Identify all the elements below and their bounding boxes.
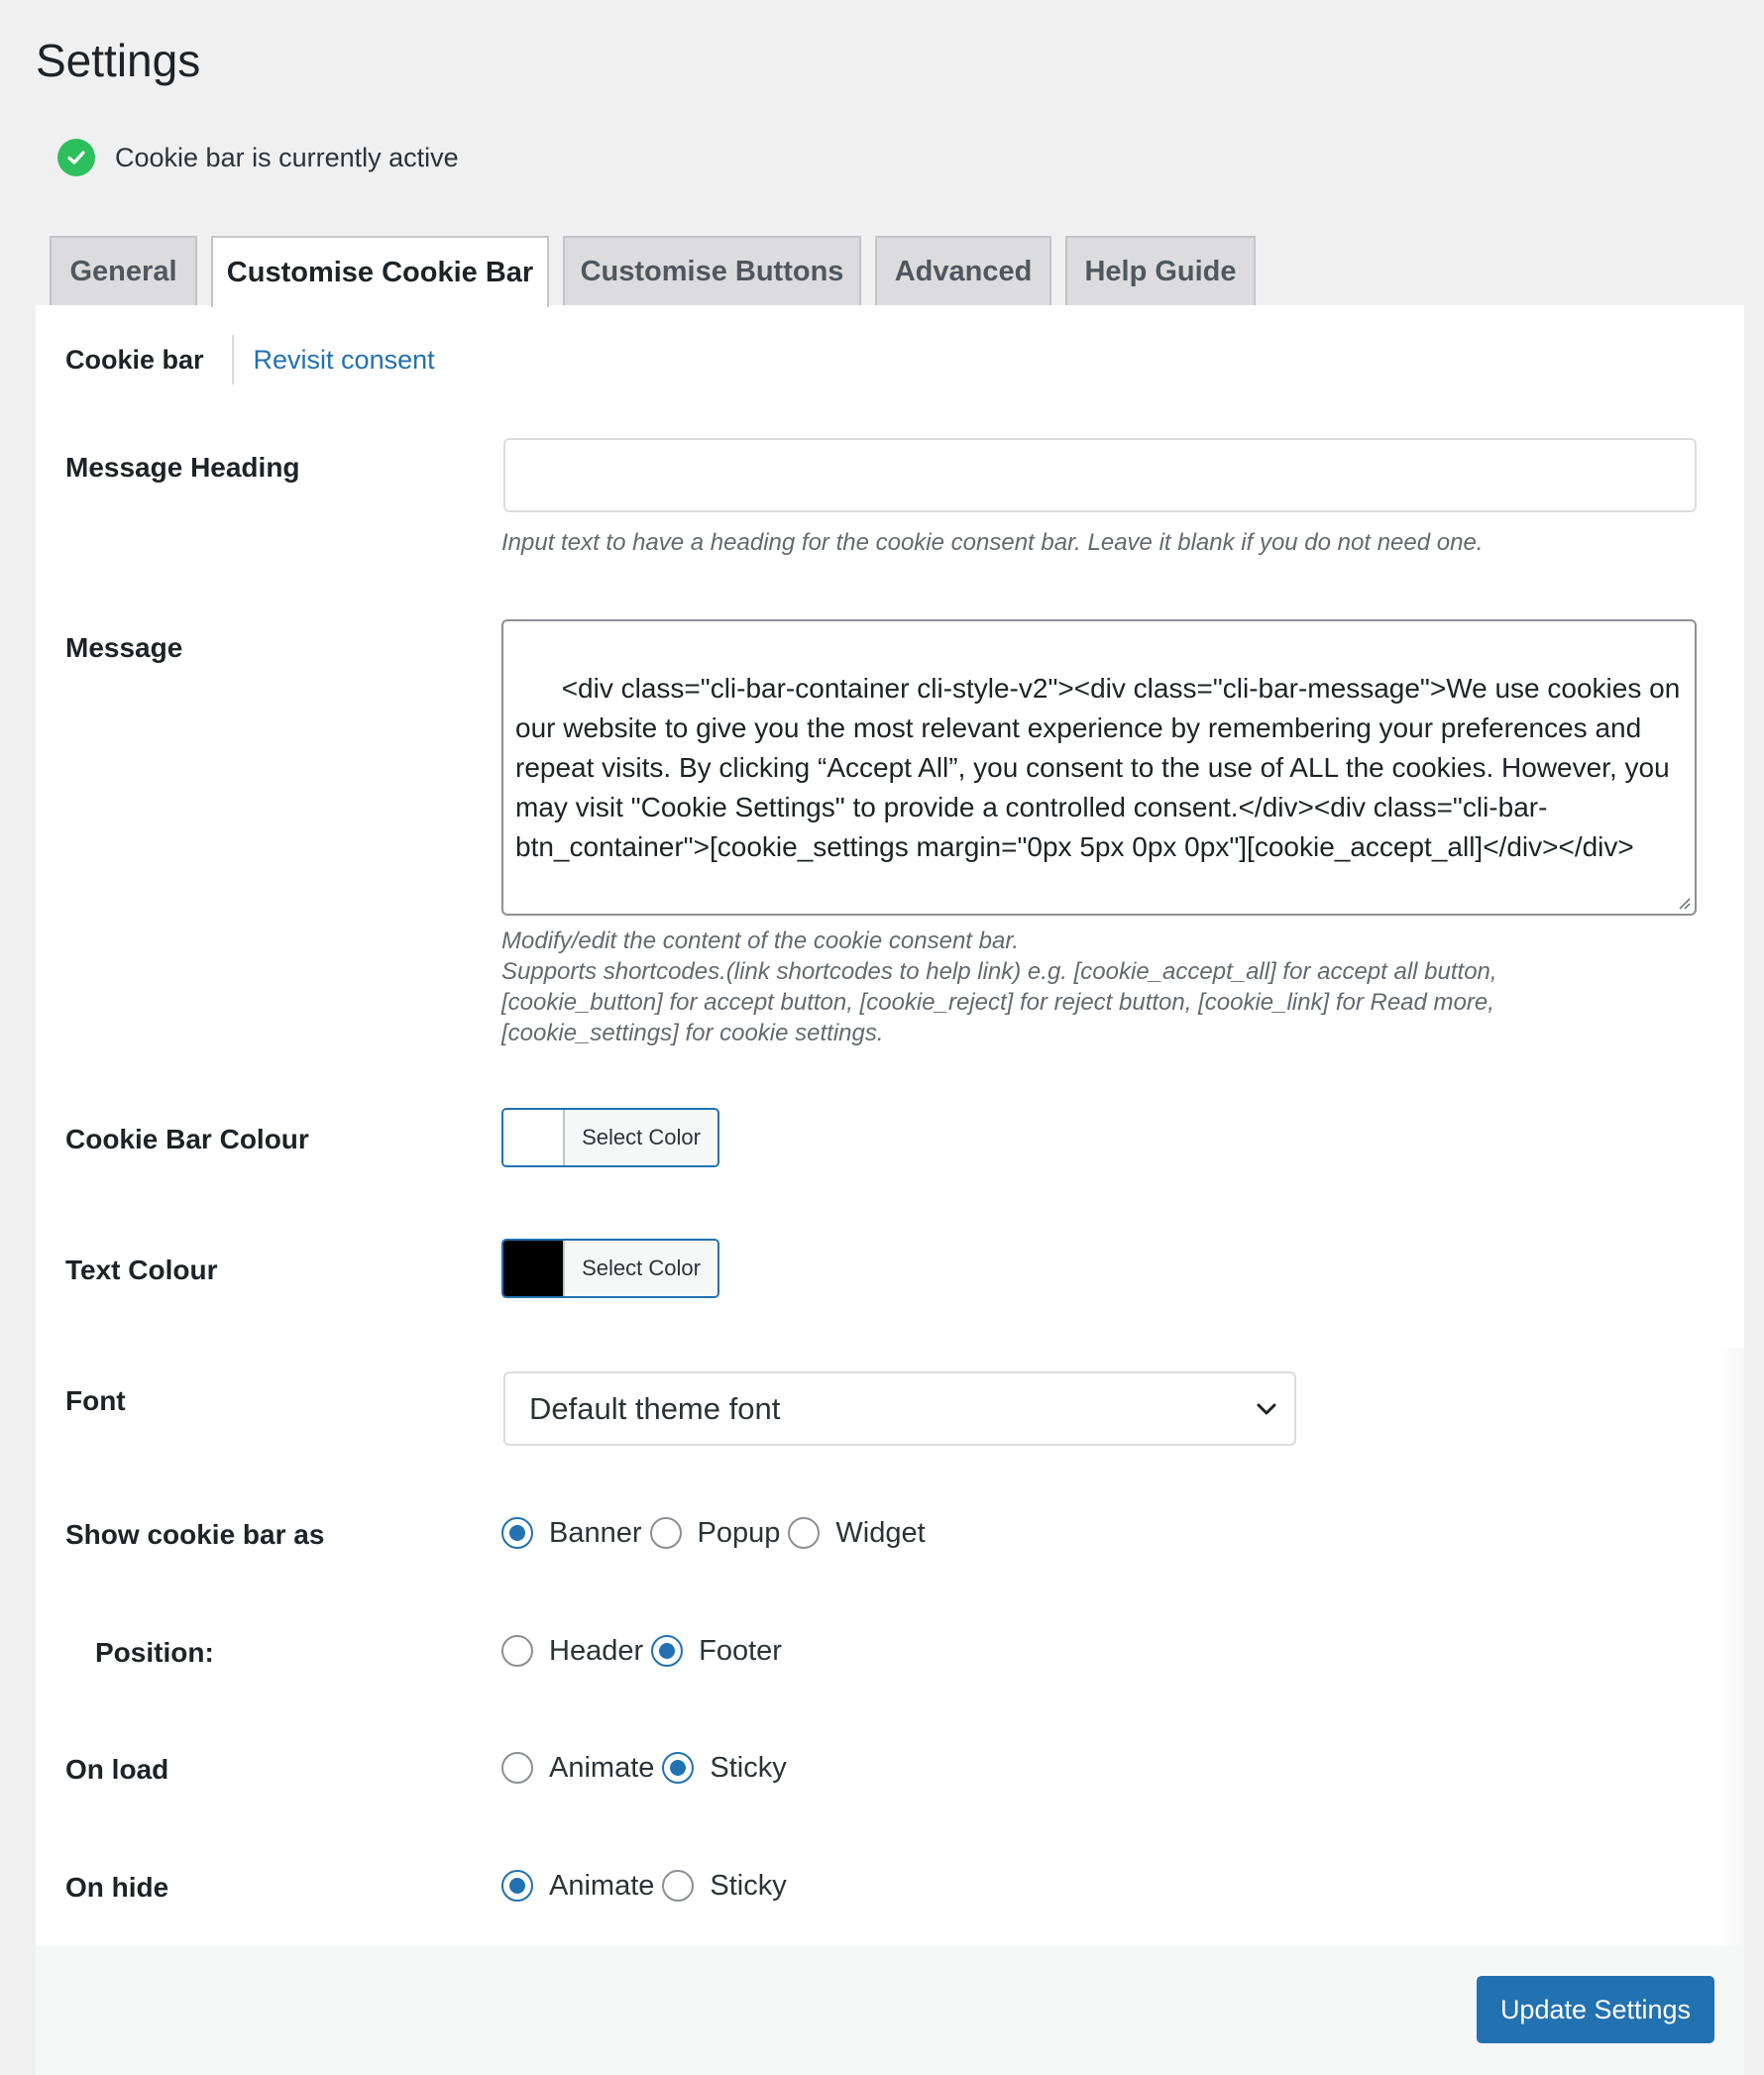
- select-color-button[interactable]: Select Color: [565, 1241, 717, 1296]
- page-title: Settings: [36, 35, 201, 86]
- color-swatch: [503, 1110, 565, 1165]
- radio-label-footer: Footer: [699, 1634, 782, 1667]
- message-label: Message: [65, 632, 183, 663]
- text-colour-picker[interactable]: [501, 1239, 719, 1298]
- cookie-bar-colour-label: Cookie Bar Colour: [65, 1124, 309, 1154]
- show-cookie-bar-as-options: [501, 1513, 934, 1553]
- radio-on-load-animate[interactable]: [501, 1752, 533, 1784]
- position-options: [501, 1631, 790, 1671]
- message-description: [501, 926, 1592, 1048]
- status-notice: [57, 139, 459, 176]
- tab-help-guide[interactable]: Help Guide: [1065, 236, 1256, 306]
- resize-handle-icon[interactable]: [1675, 894, 1691, 910]
- settings-footer: [36, 1946, 1744, 2075]
- radio-widget[interactable]: [788, 1517, 820, 1549]
- show-cookie-bar-as-label: Show cookie bar as: [65, 1519, 325, 1550]
- radio-footer[interactable]: [651, 1635, 683, 1667]
- check-circle-icon: [57, 139, 95, 176]
- on-load-options: [501, 1748, 795, 1788]
- chevron-down-icon: [1253, 1395, 1280, 1423]
- on-load-label: On load: [65, 1754, 169, 1785]
- select-color-button[interactable]: Select Color: [565, 1110, 717, 1165]
- radio-label-on-hide-animate: Animate: [549, 1869, 655, 1902]
- subnav: [65, 335, 435, 384]
- message-description-line1: Modify/edit the content of the cookie consent bar.: [501, 928, 1020, 954]
- radio-header[interactable]: [501, 1635, 533, 1667]
- settings-panel: [36, 305, 1744, 1946]
- cookie-bar-colour-picker[interactable]: [501, 1108, 719, 1167]
- radio-on-load-sticky[interactable]: [662, 1752, 694, 1784]
- radio-label-banner: Banner: [549, 1516, 642, 1549]
- tab-advanced[interactable]: Advanced: [875, 236, 1051, 306]
- message-heading-input[interactable]: [503, 438, 1697, 512]
- color-swatch: [503, 1241, 565, 1296]
- radio-banner[interactable]: [501, 1517, 533, 1549]
- subnav-cookie-bar[interactable]: Cookie bar: [65, 335, 234, 384]
- radio-label-widget: Widget: [835, 1516, 926, 1549]
- subnav-revisit-consent-link[interactable]: Revisit consent: [253, 344, 435, 375]
- radio-label-header: Header: [549, 1634, 644, 1667]
- update-settings-button[interactable]: Update Settings: [1477, 1976, 1714, 2043]
- font-select[interactable]: [503, 1371, 1296, 1446]
- status-text: Cookie bar is currently active: [115, 142, 459, 172]
- radio-label-on-load-animate: Animate: [549, 1751, 655, 1784]
- tab-customise-buttons[interactable]: Customise Buttons: [563, 236, 861, 306]
- message-heading-label: Message Heading: [65, 452, 300, 483]
- message-heading-description: Input text to have a heading for the cookie consent bar. Leave it blank if you do not need one.: [501, 529, 1484, 556]
- radio-label-on-load-sticky: Sticky: [710, 1751, 787, 1784]
- position-label: Position:: [95, 1637, 214, 1668]
- text-colour-label: Text Colour: [65, 1255, 218, 1285]
- on-hide-options: [501, 1866, 795, 1906]
- radio-on-hide-animate[interactable]: [501, 1870, 533, 1902]
- radio-label-on-hide-sticky: Sticky: [710, 1869, 787, 1902]
- message-textarea[interactable]: [501, 619, 1697, 916]
- message-description-line2: Supports shortcodes.(link shortcodes to help link) e.g. [cookie_accept_all] for accept all button, [cookie_button] for accept button, [cookie_reject] for reject button, [cookie_link] for Read more, [cookie_settings] for cookie settings.: [501, 958, 1497, 1046]
- tab-customise-cookie-bar[interactable]: Customise Cookie Bar: [211, 236, 549, 307]
- font-select-value: Default theme font: [529, 1390, 781, 1426]
- tab-general[interactable]: General: [50, 236, 197, 306]
- on-hide-label: On hide: [65, 1872, 169, 1903]
- panel-edge-shadow: [1714, 1348, 1744, 1946]
- radio-popup[interactable]: [650, 1517, 682, 1549]
- radio-label-popup: Popup: [697, 1516, 781, 1549]
- radio-on-hide-sticky[interactable]: [662, 1870, 694, 1902]
- font-label: Font: [65, 1385, 126, 1416]
- message-text: <div class="cli-bar-container cli-style-v2"><div class="cli-bar-message">We use cookies on our website to give you the most relevant experience by remembering your preferences and repeat visits. By clicking “Accept All”, you consent to the use of ALL the cookies. However, you may visit "Cookie Settings" to provide a controlled consent.</div><div class="cli-bar-btn_container">[cookie_settings margin="0px 5px 0px 0px"][cookie_accept_all]</div></div>: [515, 673, 1689, 862]
